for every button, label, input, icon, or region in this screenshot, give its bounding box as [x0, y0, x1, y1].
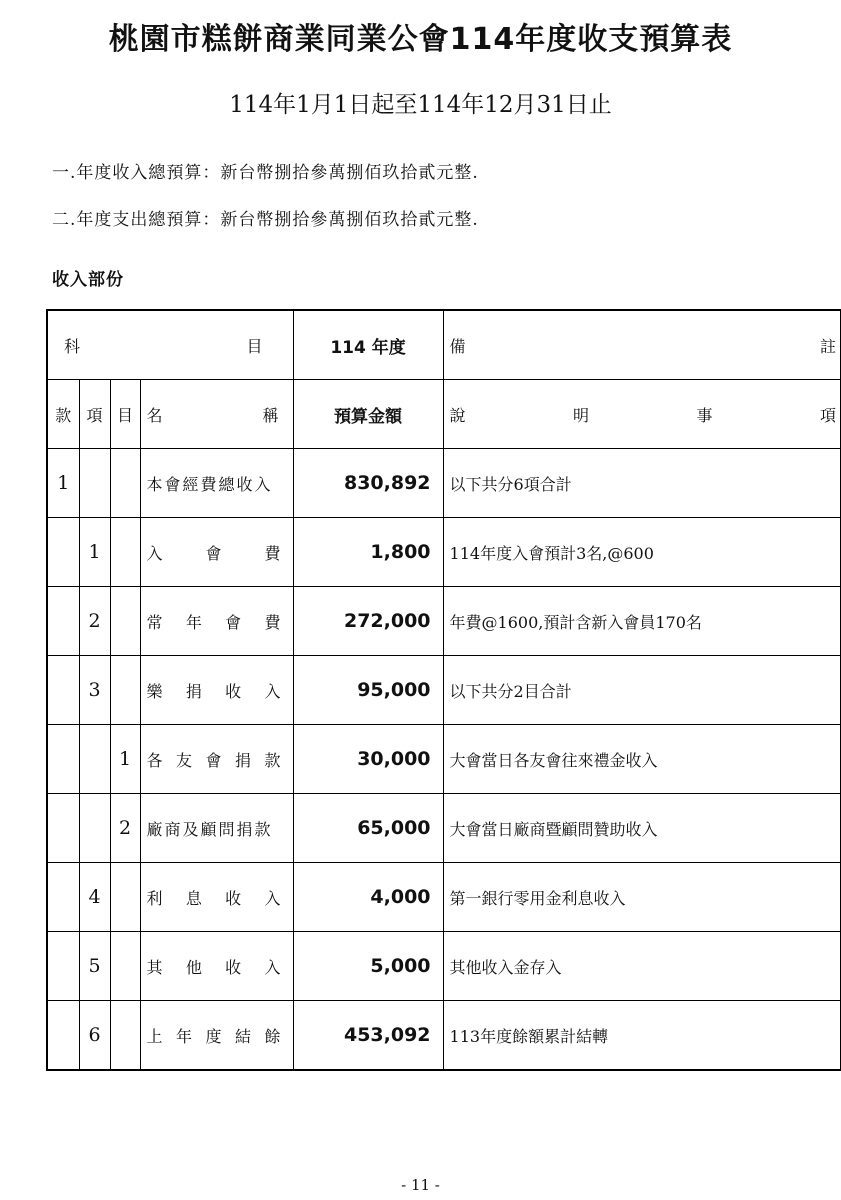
kuan-cell [47, 587, 79, 656]
name-header [140, 380, 293, 449]
item-name-cell [140, 932, 293, 1001]
kuan-cell [47, 1001, 79, 1071]
mu-cell [110, 518, 140, 587]
xiang-cell [79, 725, 110, 794]
note-cell: 大會當日各友會往來禮金收入 [443, 725, 841, 794]
table-row [47, 518, 841, 587]
kuan-cell [47, 932, 79, 1001]
item-name-text: 他 [185, 957, 202, 977]
item-name-text: 上 [146, 1026, 163, 1046]
item-name-text: 會 [205, 750, 222, 770]
item-name-text: 入 [264, 681, 281, 701]
remark-header-char: 備 [449, 336, 466, 356]
xiang-cell: 1 [79, 518, 110, 587]
item-name-cell [140, 1001, 293, 1071]
amount-cell: 30,000 [293, 725, 443, 794]
amount-cell: 65,000 [293, 794, 443, 863]
remark-header [443, 310, 841, 380]
item-name-cell [140, 863, 293, 932]
table-row [47, 1001, 841, 1071]
mu-cell: 1 [110, 725, 140, 794]
budget-rows [47, 449, 841, 1071]
expense-total-line: 二.年度支出總預算：新台幣捌拾參萬捌佰玖拾貳元整. [52, 210, 479, 230]
mu-cell [110, 932, 140, 1001]
note-cell: 年費@1600,預計含新入會員170名 [443, 587, 841, 656]
item-name-text: 年 [185, 612, 202, 632]
mu-cell [110, 587, 140, 656]
note-cell: 其他收入金存入 [443, 932, 841, 1001]
xiang-header: 項 [79, 380, 110, 449]
amount-cell: 453,092 [293, 1001, 443, 1071]
xiang-cell: 5 [79, 932, 110, 1001]
item-name-text: 各 [146, 750, 163, 770]
amount-cell: 95,000 [293, 656, 443, 725]
table-row [47, 449, 841, 518]
note-cell: 以下共分2目合計 [443, 656, 841, 725]
item-name-text: 年 [176, 1026, 193, 1046]
income-budget-table [46, 309, 841, 1071]
remark-header-char: 註 [820, 336, 837, 356]
subject-header-char: 科 [64, 336, 81, 356]
budget-period: 114年1月1日起至114年12月31日止 [229, 92, 612, 118]
xiang-cell [79, 449, 110, 518]
item-name-text: 入 [146, 543, 163, 563]
item-name-text: 會 [225, 612, 242, 632]
page-number: - 11 - [401, 1176, 440, 1194]
desc-header-char: 明 [573, 405, 590, 425]
item-name-text: 入 [264, 888, 281, 908]
item-name-text: 收 [225, 681, 242, 701]
item-name-cell [140, 794, 293, 863]
subject-header [47, 310, 293, 380]
item-name-text: 廠商及顧問捐款 [146, 819, 273, 839]
item-name-text: 費 [264, 612, 281, 632]
item-name-text: 友 [176, 750, 193, 770]
desc-header-char: 項 [819, 405, 836, 425]
item-name-text: 會 [205, 543, 222, 563]
item-name-text: 度 [205, 1026, 222, 1046]
item-name-text: 利 [146, 888, 163, 908]
note-cell: 114年度入會預計3名,@600 [443, 518, 841, 587]
desc-header-char: 說 [449, 405, 466, 425]
item-name-cell [140, 587, 293, 656]
note-cell: 以下共分6項合計 [443, 449, 841, 518]
item-name-text: 入 [264, 957, 281, 977]
name-header-char: 稱 [262, 405, 279, 425]
item-name-text: 收 [225, 957, 242, 977]
amount-cell: 830,892 [293, 449, 443, 518]
document-title: 桃園市糕餅商業同業公會114年度收支預算表 [108, 22, 733, 57]
note-cell: 113年度餘額累計結轉 [443, 1001, 841, 1071]
kuan-header: 款 [47, 380, 79, 449]
xiang-cell [79, 794, 110, 863]
year-header: 114 年度 [293, 310, 443, 380]
item-name-text: 樂 [146, 681, 163, 701]
item-name-text: 款 [264, 750, 281, 770]
item-name-text: 常 [146, 612, 163, 632]
section-title: 收入部份 [52, 270, 124, 290]
xiang-cell: 2 [79, 587, 110, 656]
item-name-text: 收 [225, 888, 242, 908]
amount-header: 預算金額 [293, 380, 443, 449]
table-row [47, 587, 841, 656]
item-name-cell [140, 725, 293, 794]
item-name-text: 捐 [185, 681, 202, 701]
table-row [47, 932, 841, 1001]
kuan-cell: 1 [47, 449, 79, 518]
amount-cell: 1,800 [293, 518, 443, 587]
desc-header-char: 事 [696, 405, 713, 425]
item-name-text: 息 [185, 888, 202, 908]
mu-cell [110, 1001, 140, 1071]
item-name-text: 結 [235, 1026, 252, 1046]
kuan-cell [47, 863, 79, 932]
item-name-text: 本會經費總收入 [146, 474, 273, 494]
mu-cell [110, 863, 140, 932]
mu-cell: 2 [110, 794, 140, 863]
mu-cell [110, 449, 140, 518]
item-name-cell [140, 518, 293, 587]
kuan-cell [47, 794, 79, 863]
item-name-text: 費 [264, 543, 281, 563]
kuan-cell [47, 725, 79, 794]
amount-cell: 4,000 [293, 863, 443, 932]
header-row-2 [47, 380, 841, 449]
item-name-cell [140, 656, 293, 725]
table-row [47, 794, 841, 863]
xiang-cell: 6 [79, 1001, 110, 1071]
xiang-cell: 3 [79, 656, 110, 725]
mu-cell [110, 656, 140, 725]
subject-header-char: 目 [246, 336, 263, 356]
income-total-line: 一.年度收入總預算：新台幣捌拾參萬捌佰玖拾貳元整. [52, 163, 479, 183]
amount-cell: 272,000 [293, 587, 443, 656]
table-row [47, 725, 841, 794]
header-row-1 [47, 310, 841, 380]
item-name-text: 餘 [264, 1026, 281, 1046]
note-cell: 第一銀行零用金利息收入 [443, 863, 841, 932]
xiang-cell: 4 [79, 863, 110, 932]
desc-header [443, 380, 841, 449]
item-name-text: 其 [146, 957, 163, 977]
table-row [47, 863, 841, 932]
note-cell: 大會當日廠商暨顧問贊助收入 [443, 794, 841, 863]
table-row [47, 656, 841, 725]
name-header-char: 名 [146, 405, 163, 425]
mu-header: 目 [110, 380, 140, 449]
item-name-cell [140, 449, 293, 518]
amount-cell: 5,000 [293, 932, 443, 1001]
kuan-cell [47, 656, 79, 725]
kuan-cell [47, 518, 79, 587]
item-name-text: 捐 [235, 750, 252, 770]
